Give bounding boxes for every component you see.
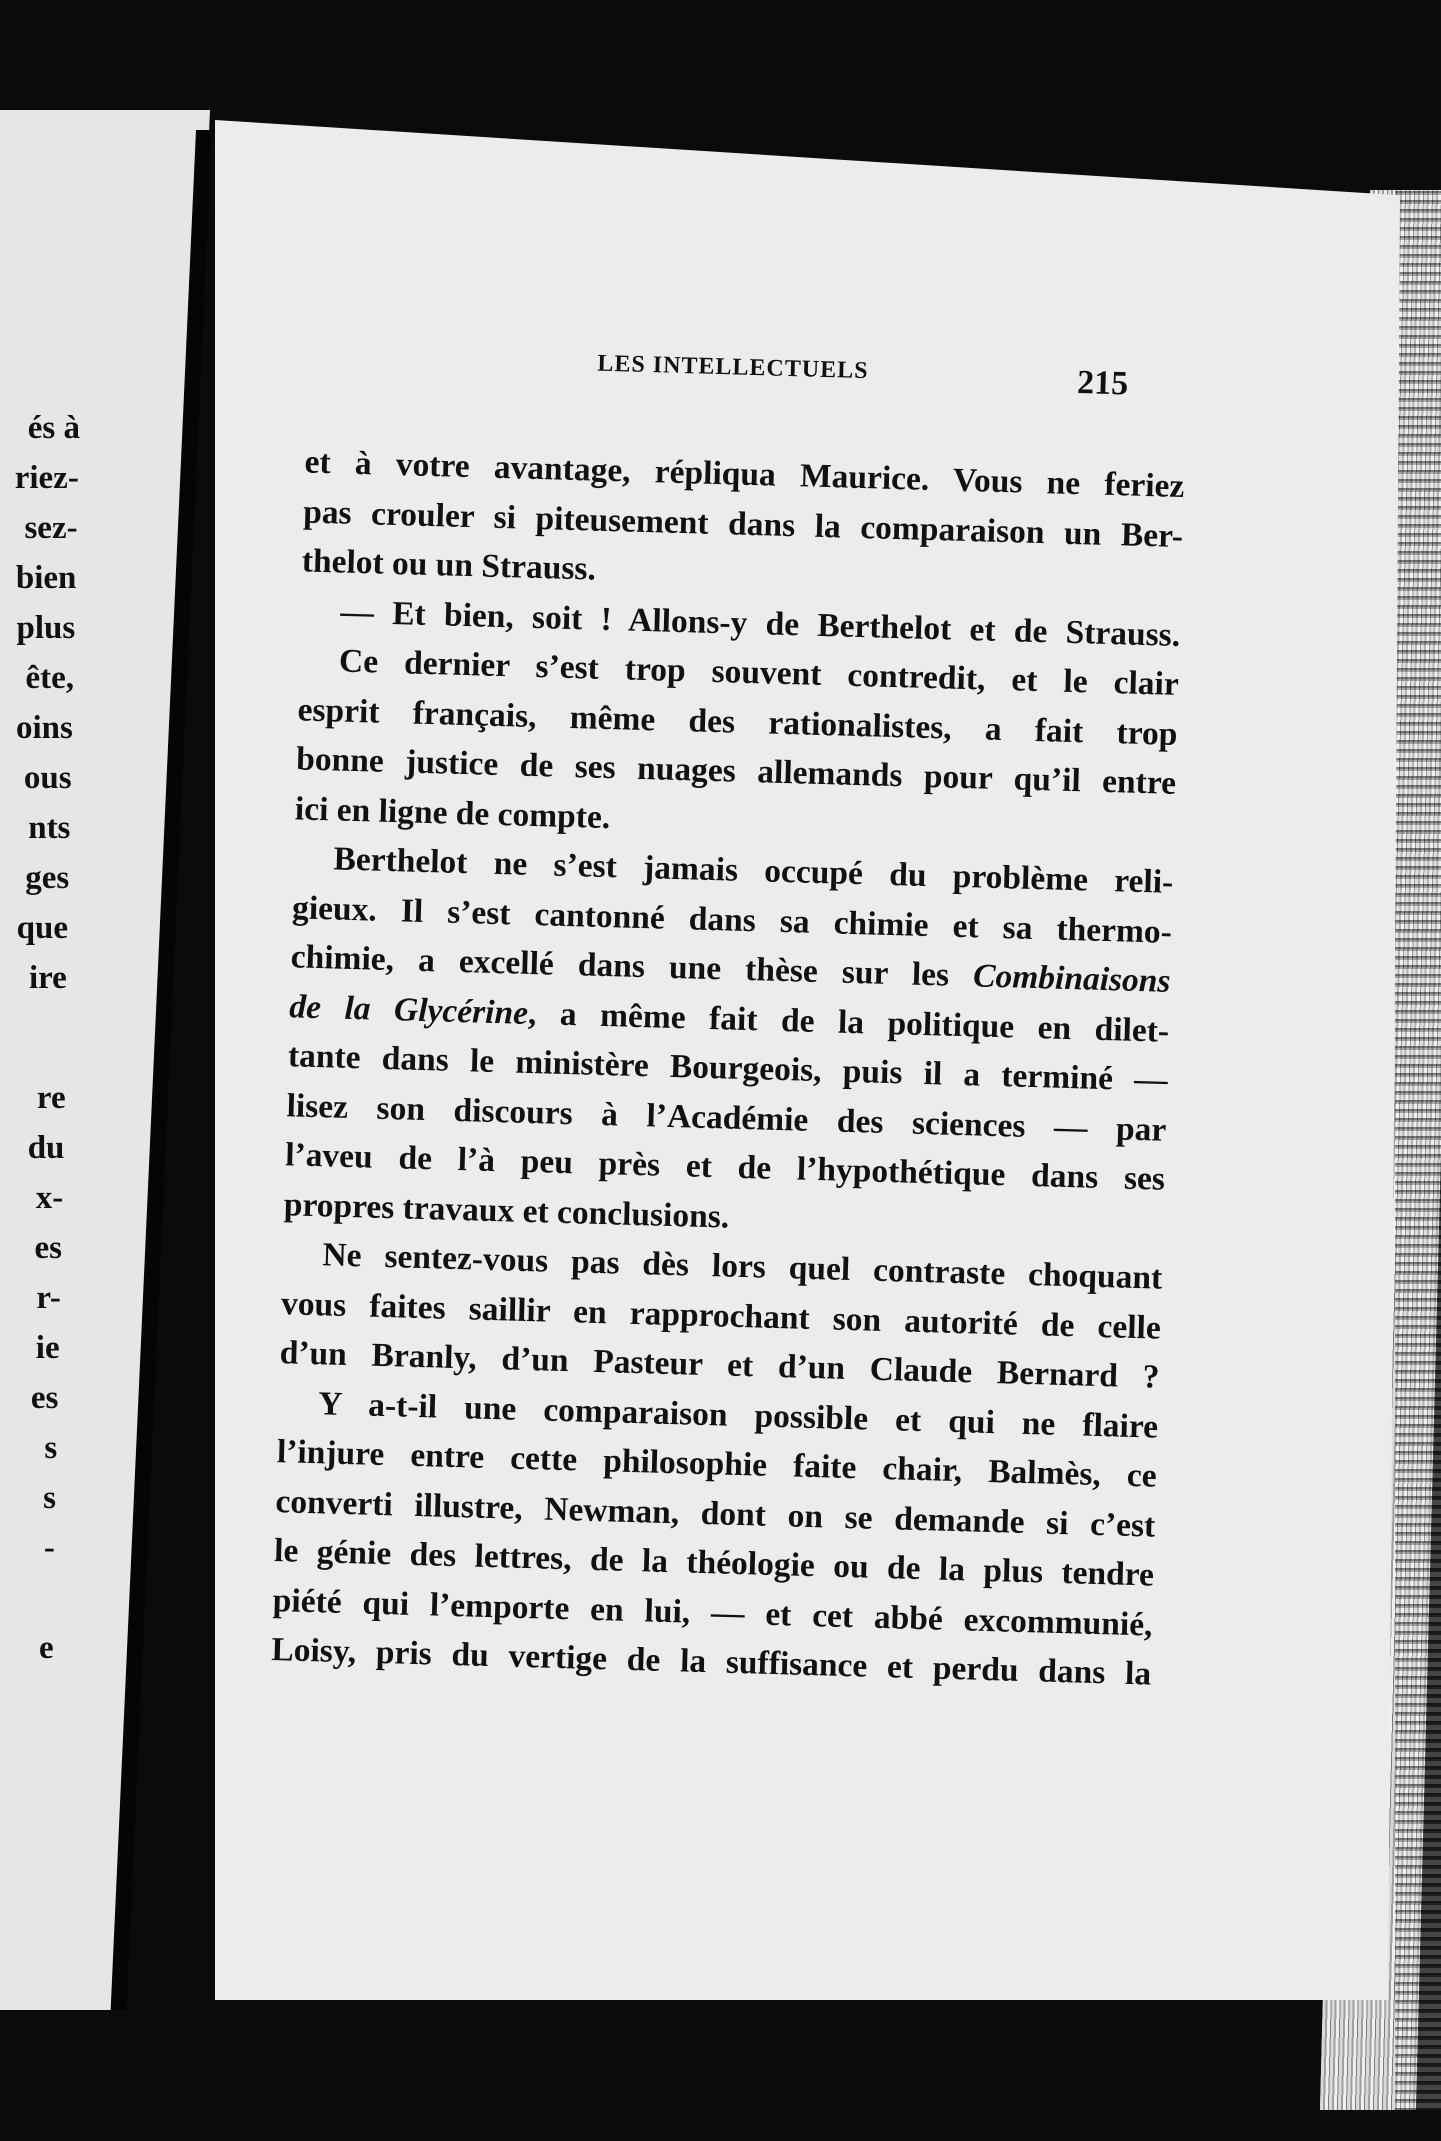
previous-page-fragment: s <box>44 1430 58 1466</box>
previous-page-fragment: ous <box>23 760 72 796</box>
previous-page-fragment: s <box>43 1480 56 1516</box>
previous-page-fragment: ie <box>35 1330 60 1366</box>
text-run: lisez son discours à l’Académie des sciences — par <box>286 1086 1167 1149</box>
text-run: et à votre avantage, répliqua Maurice. Vous ne feriez <box>304 443 1185 506</box>
previous-page-fragment: e <box>38 1630 54 1666</box>
previous-page-fragment: es <box>30 1380 59 1416</box>
text-run: Berthelot ne s’est jamais occupé du problème reli- <box>333 840 1174 901</box>
text-run: piété qui l’emporte en lui, — et cet abbé excommunié, <box>272 1581 1154 1644</box>
running-head: LES INTELLECTUELS <box>597 350 869 385</box>
page-number: 215 <box>1076 364 1129 403</box>
text-run: l’aveu de l’à peu près et de l’hypothétique dans ses <box>284 1136 1166 1198</box>
text-run: Y a-t-il une comparaison possible et qui ne flaire <box>317 1384 1159 1446</box>
text-run: Ce dernier s’est trop souvent contredit, et le clair <box>338 642 1180 703</box>
text-run: pas crouler si piteusement dans la comparaison un Ber- <box>302 492 1184 555</box>
text-run: tante dans le ministère Bourgeois, puis il a terminé — <box>287 1037 1169 1099</box>
text-run: Loisy, pris du vertige de la suffisance et perdu dans la <box>270 1631 1152 1693</box>
previous-page-fragment: x- <box>35 1180 64 1216</box>
body-text <box>271 437 1185 1699</box>
previous-page-fragment: re <box>36 1080 66 1116</box>
text-run: le génie des lettres, de la théologie ou de la plus tendre <box>273 1532 1155 1594</box>
text-run: ici en ligne de compte. <box>294 789 611 836</box>
previous-page-fragment: plus <box>16 610 76 646</box>
text-run: esprit français, même des rationalistes, a fait trop <box>297 690 1178 753</box>
previous-page-fragment: ire <box>28 960 67 996</box>
previous-page-fragment: és à <box>27 410 80 446</box>
previous-page-fragment: que <box>16 910 68 946</box>
text-run: chimie, a excellé dans une thèse sur les <box>290 938 950 994</box>
previous-page-fragment: ête, <box>25 660 74 696</box>
previous-page-fragment: bien <box>15 560 77 596</box>
text-run: Ne sentez-vous pas dès lors quel contraste choquant <box>321 1236 1163 1297</box>
previous-page-fragment: nts <box>28 810 71 846</box>
text-run: vous faites saillir en rapprochant son autorité de celle <box>280 1284 1162 1347</box>
previous-page-fragment: r- <box>36 1280 61 1316</box>
previous-page-fragment: riez- <box>14 460 79 496</box>
italic-title: Combinaisons <box>972 957 1171 1000</box>
italic-title: de la Glycérine <box>288 987 529 1032</box>
previous-page-fragment: oins <box>15 710 73 746</box>
text-run: d’un Branly, d’un Pasteur et d’un Claude Bernard ? <box>279 1334 1160 1396</box>
previous-page-fragment: sez- <box>24 510 78 546</box>
previous-page-fragment: ges <box>25 860 70 896</box>
text-run: propres travaux et conclusions. <box>283 1185 730 1236</box>
previous-page-fragment: du <box>27 1130 65 1166</box>
text-run: gieux. Il s’est cantonné dans sa chimie et sa thermo- <box>291 888 1173 951</box>
previous-page <box>0 110 210 2010</box>
previous-page-fragment: es <box>34 1230 62 1266</box>
text-run: bonne justice de ses nuages allemands pour qu’il entre <box>295 740 1177 802</box>
text-run: converti illustre, Newman, dont on se demande si c’est <box>275 1482 1156 1545</box>
text-run: thelot ou un Strauss. <box>301 542 597 588</box>
page-edges-shadow <box>1395 190 1441 2110</box>
text-run: l’injure entre cette philosophie faite chair, Balmès, ce <box>276 1433 1158 1495</box>
previous-page-fragment: - <box>43 1530 55 1566</box>
text-run: , a même fait de la politique en dilet- <box>527 994 1170 1050</box>
text-run: — Et bien, soit ! Allons-y de Berthelot et de Strauss. <box>339 593 1181 654</box>
